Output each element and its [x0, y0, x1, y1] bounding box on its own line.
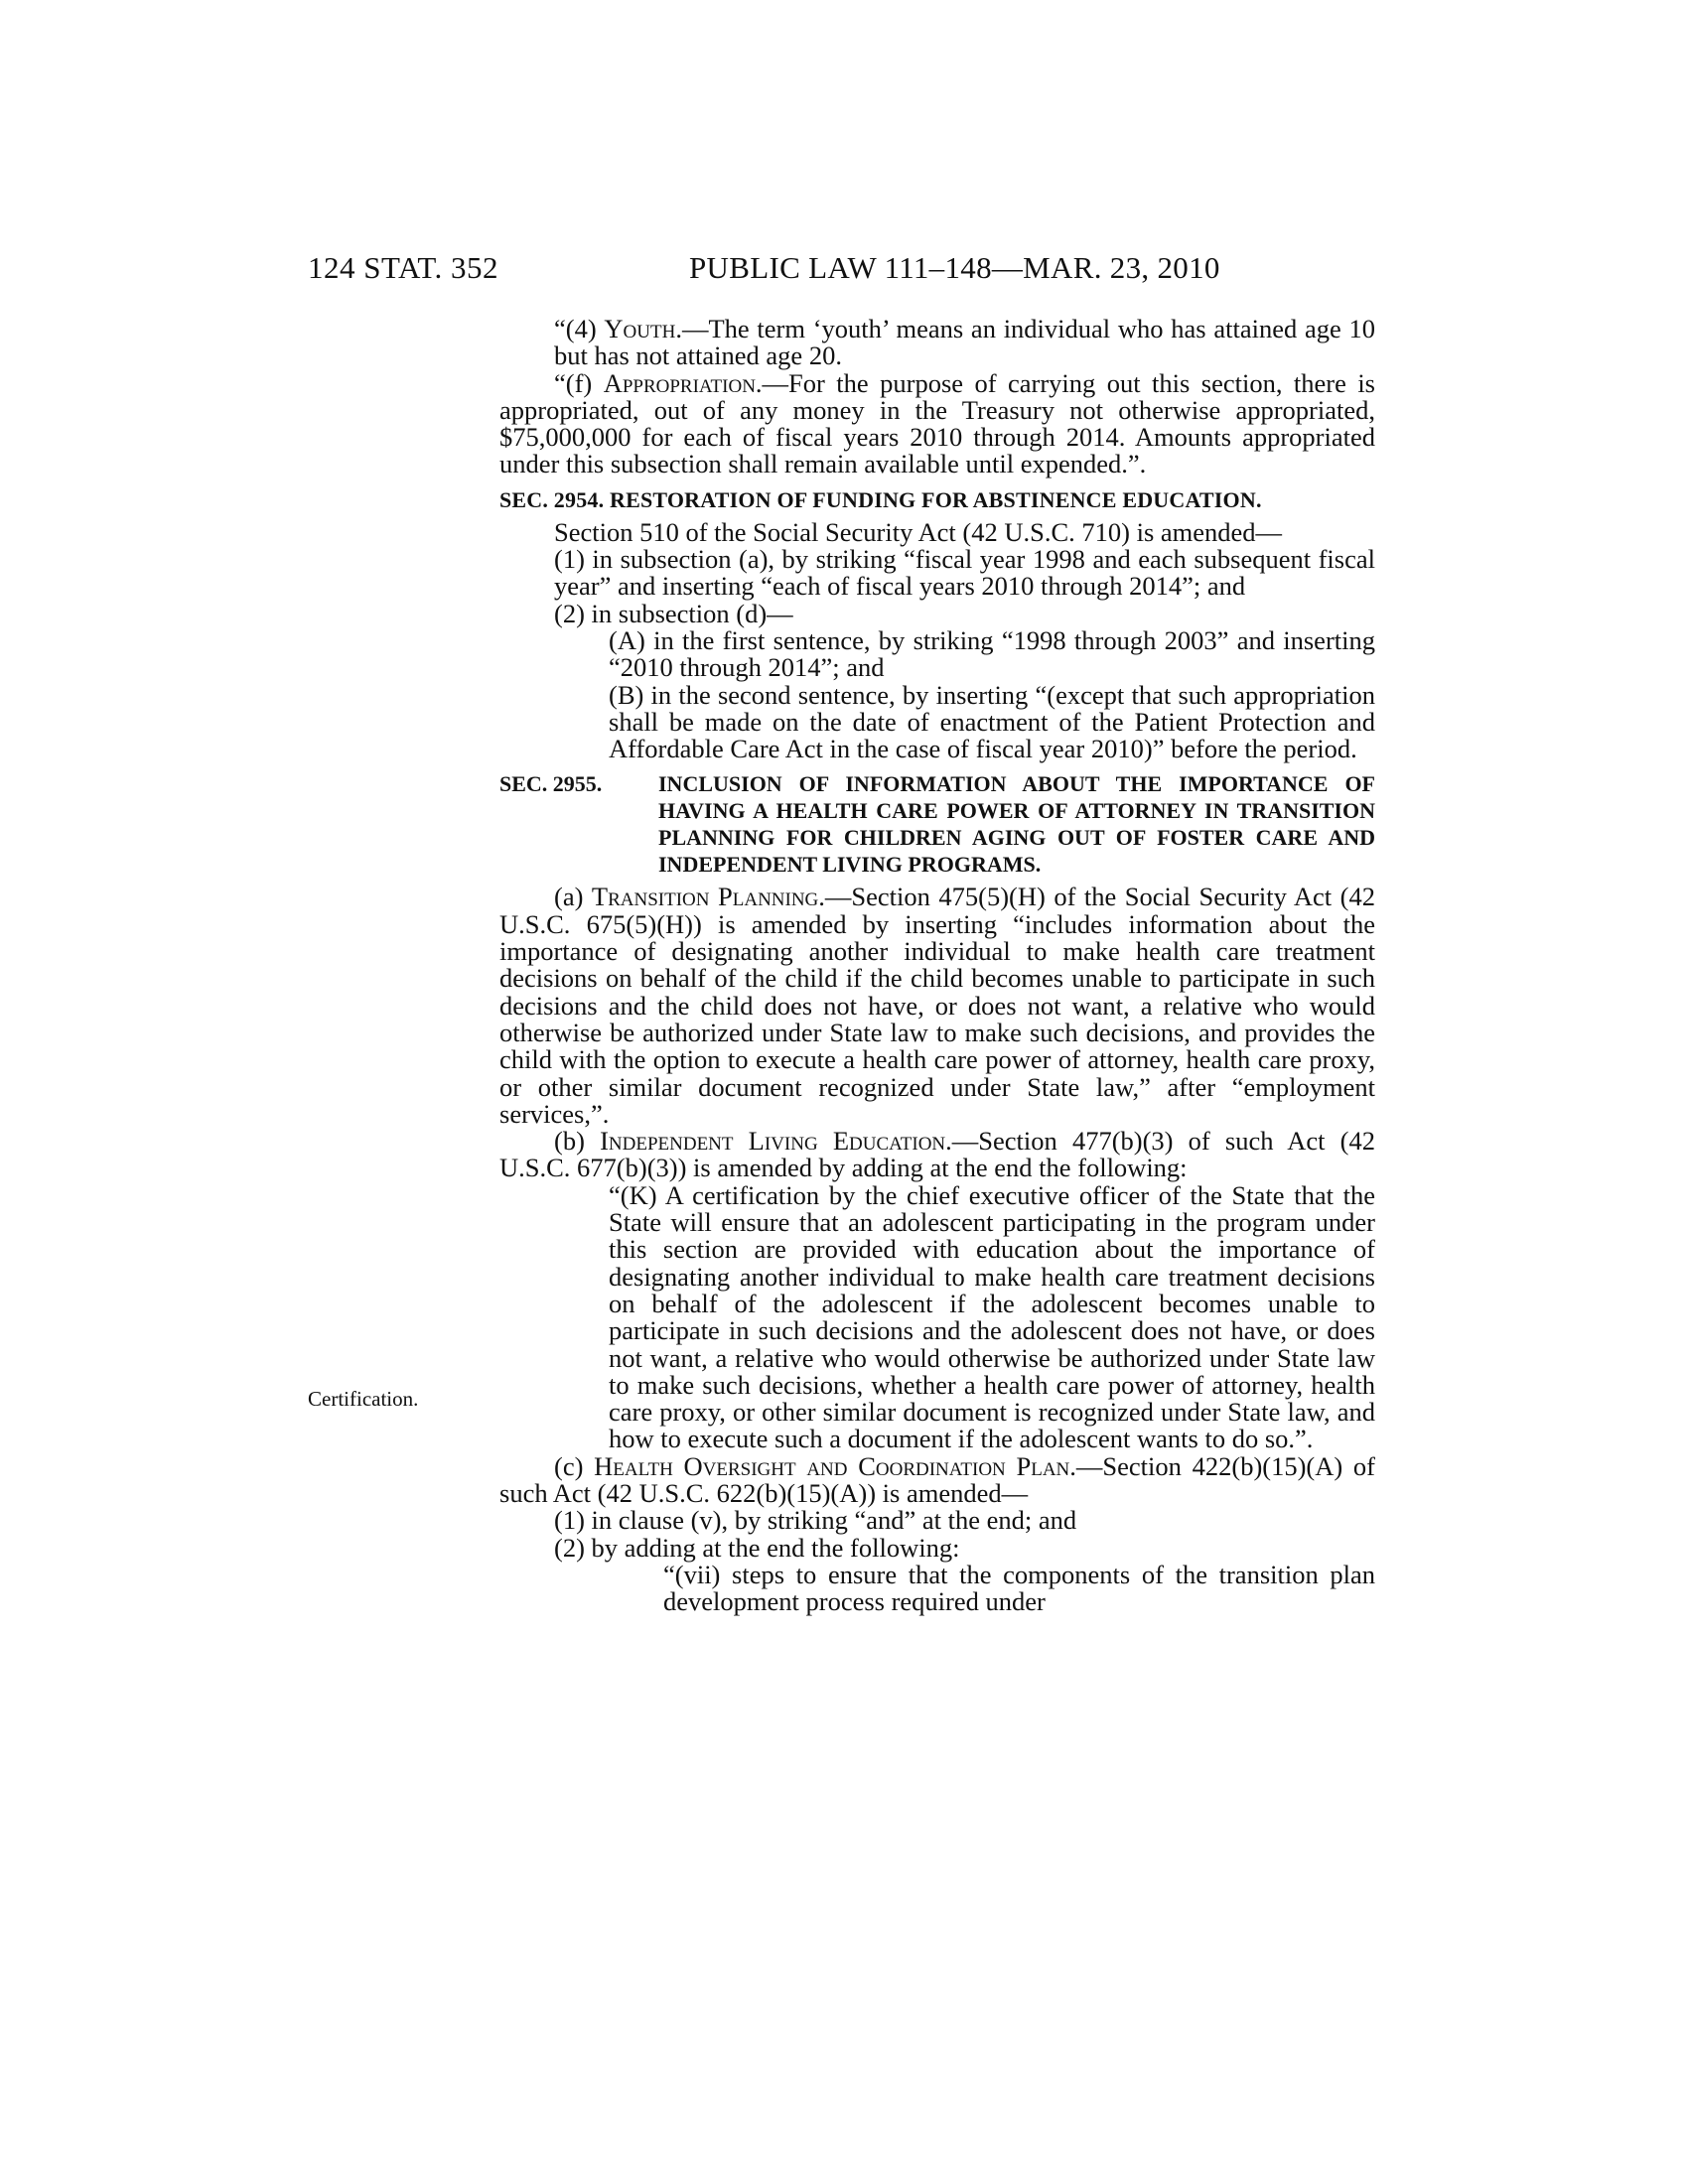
body-text — [499, 316, 1375, 1615]
quoted-clause-k: “(K) A certification by the chief executive officer of the State that the State will ensure that an adolescent participating in the program under this section are provided with education about the importance of designating another individual to make health care treatment decisions on behalf of the adolescent if the adolescent becomes unable to participate in such decisions and the adolescent does not have, or does not want, a relative who would otherwise be authorized under State law to make such decisions, whether a health care power of attorney, health care proxy, or other similar document is recognized under State law, and how to execute such a document if the adolescent wants to do so.”. — [609, 1179, 1375, 1454]
paragraph-text: .—Section 477(b)(3) of such Act (42 U.S.C. 677(b)(3)) is amended by adding at the end the following: — [499, 1126, 1375, 1183]
subsection-b-independent-living — [499, 1128, 1375, 1182]
running-header — [308, 250, 1370, 290]
subsection-c-health-oversight — [499, 1450, 1376, 1508]
subsection-a-transition-planning — [499, 884, 1375, 1128]
section-2955-number: SEC. 2955. — [499, 771, 603, 797]
public-law-title: PUBLIC LAW 111–148—MAR. 23, 2010 — [689, 250, 1220, 285]
paragraph-text: .—Section 475(5)(H) of the Social Security Act (42 U.S.C. 675(5)(H)) is amended by inserting “includes information about the importance of designating another individual to make health care treatment decisions on behalf of the child if the child becomes unable to participate in such decisions and the child does not have, or does not want, a relative who would otherwise be authorized under State law to make such decisions, and provides the child with the option to execute a health care power of attorney, health care proxy, or other similar document recognized under State law,” after “employment services,”. — [499, 882, 1375, 1129]
quoted-clause-vii: “(vii) steps to ensure that the components of the transition plan development process required under — [663, 1559, 1375, 1617]
paragraph-youth-definition — [499, 316, 1375, 370]
paragraph-appropriation — [499, 367, 1375, 479]
margin-note-certification: Certification. — [308, 1387, 419, 1411]
section-2954-intro: Section 510 of the Social Security Act (42 U.S.C. 710) is amended— — [554, 516, 1283, 547]
section-2954-clause-2: (2) in subsection (d)— — [554, 598, 793, 628]
section-2954-clause-2a: (A) in the first sentence, by striking “1998 through 2003” and inserting “2010 through 2014”; and — [609, 624, 1375, 683]
section-2955-title: INCLUSION OF INFORMATION ABOUT THE IMPORTANCE OF HAVING A HEALTH CARE POWER OF ATTORNEY IN TRANSITION PLANNING FOR CHILDREN AGING OUT OF FOSTER CARE AND INDEPENDENT LIVING PROGRAMS. — [658, 771, 1375, 878]
term-heading: Independent Living Education — [600, 1126, 946, 1157]
paragraph-text: .—Section 422(b)(15)(A) of such Act (42 U.S.C. 622(b)(15)(A)) is amended— — [499, 1450, 1376, 1508]
section-2954-clause-1: (1) in subsection (a), by striking “fiscal year 1998 and each subsequent fiscal year” and inserting “each of fiscal years 2010 through 2014”; and — [554, 544, 1375, 602]
paragraph-label: (c) — [554, 1450, 595, 1481]
paragraph-label: (b) — [554, 1126, 601, 1157]
term-heading: Appropriation — [603, 367, 756, 398]
subsection-c-clause-2: (2) by adding at the end the following: — [554, 1532, 960, 1563]
section-2955-heading — [499, 770, 1375, 878]
term-heading: Transition Planning — [591, 882, 819, 912]
term-heading: Health Oversight and Coordination Plan — [594, 1450, 1070, 1481]
section-2954-clause-2b: (B) in the second sentence, by inserting “(except that such appropriation shall be made on the date of enactment of the Patient Protection and Affordable Care Act in the case of fiscal year 2010)” before the period. — [609, 679, 1375, 764]
paragraph-label: “(4) — [554, 314, 605, 343]
section-2954-heading: SEC. 2954. RESTORATION OF FUNDING FOR ABSTINENCE EDUCATION. — [499, 486, 1262, 512]
paragraph-label: “(f) — [554, 367, 604, 398]
subsection-c-clause-1: (1) in clause (v), by striking “and” at the end; and — [554, 1505, 1077, 1536]
term-heading: Youth — [604, 314, 676, 343]
paragraph-text: .—For the purpose of carrying out this section, there is appropriated, out of any money in the Treasury not otherwise appropriated, $75,000,000 for each of fiscal years 2010 through 2014. Amounts appropriated under this subsection shall remain available until expended.”. — [499, 367, 1375, 479]
paragraph-label: (a) — [554, 882, 592, 912]
paragraph-text: .—The term ‘youth’ means an individual who has attained age 10 but has not attained age 20. — [554, 314, 1375, 371]
statute-page-number: 124 STAT. 352 — [308, 250, 499, 285]
